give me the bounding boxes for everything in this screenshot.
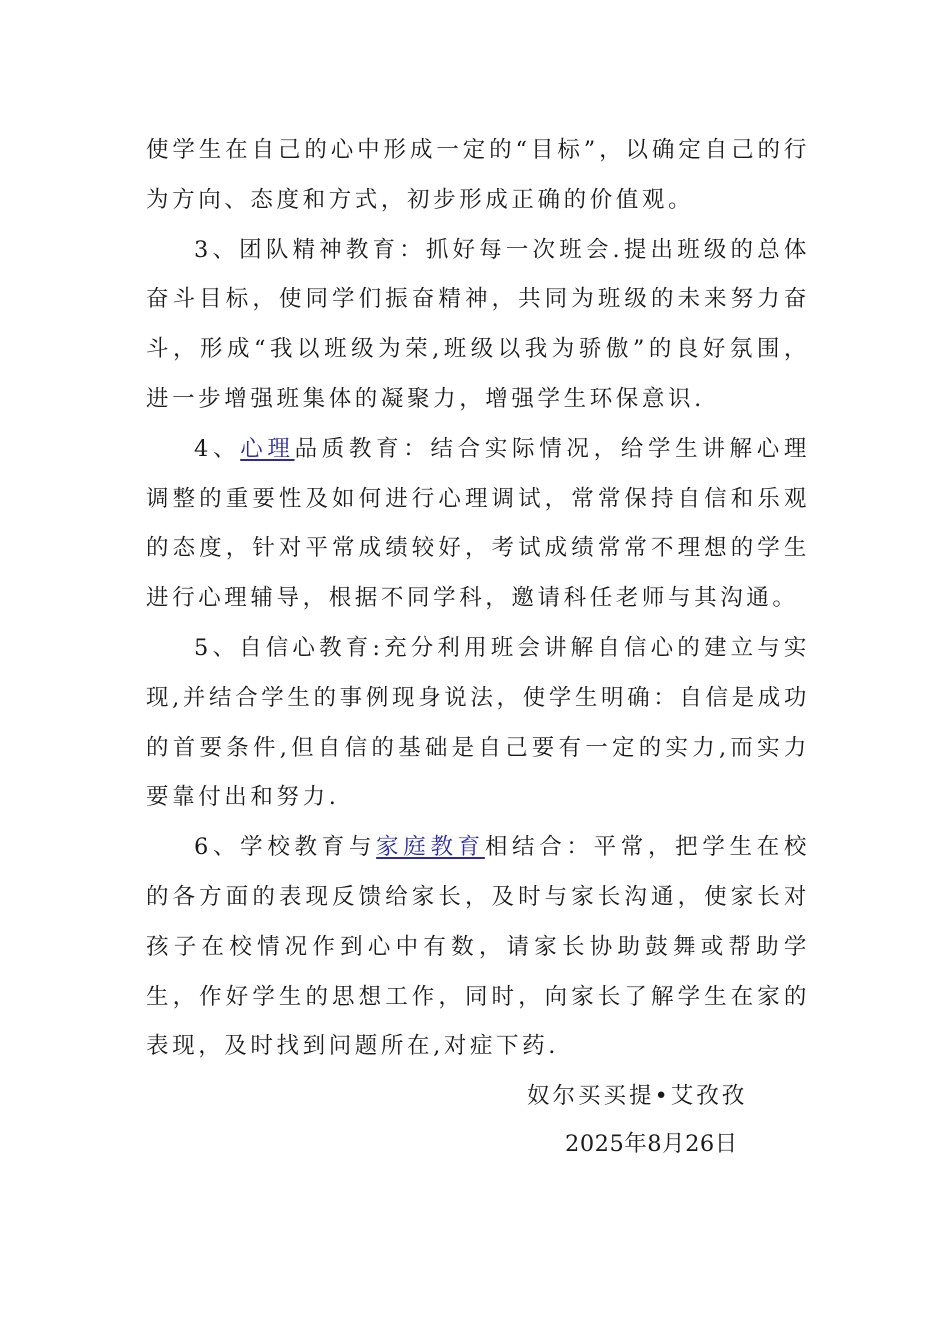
paragraph-text: 5、自信心教育:充分利用班会讲解自信心的建立与实现,并结合学生的事例现身说法，使学生明确：自信是成功的首要条件,但自信的基础是自己要有一定的实力,而实力要靠付出和努力.	[146, 634, 810, 811]
paragraph-text: 相结合：平常，把学生在校的各方面的表现反馈给家长，及时与家长沟通，使家长对孩子在校情况作到心中有数，请家长协助鼓舞或帮助学生，作好学生的思想工作，同时，向家长了解学生在家的表现，及时找到问题所在,对症下药.	[146, 834, 811, 1060]
paragraph-text: 品质教育：结合实际情况，给学生讲解心理调整的重要性及如何进行心理调试，常常保持自信和乐观的态度，针对平常成绩较好，考试成绩常常不理想的学生进行心理辅导，根据不同学科，邀请科任老师与其沟通。	[146, 435, 810, 612]
signature-name: 奴尔买买提•艾孜孜	[527, 1083, 748, 1109]
family-education-link[interactable]: 家庭教育	[376, 834, 485, 861]
paragraph-prefix: 6、学校教育与	[194, 834, 377, 861]
signature-date: 2025年8月26日	[565, 1131, 738, 1157]
paragraph-prefix: 4、	[194, 435, 241, 462]
paragraph-values-continuation	[146, 126, 810, 226]
paragraph-confidence	[146, 624, 810, 823]
paragraph-team-spirit	[146, 226, 810, 425]
document-body	[146, 126, 810, 1072]
paragraph-text: 使学生在自己的心中形成一定的“目标”，以确定自己的行为方向、态度和方式，初步形成正确的价值观。	[146, 137, 810, 213]
paragraph-text: 3、团队精神教育：抓好每一次班会.提出班级的总体奋斗目标，使同学们振奋精神，共同为班级的未来努力奋斗，形成“我以班级为荣,班级以我为骄傲”的良好氛围，进一步增强班集体的凝聚力，增强学生环保意识.	[146, 236, 810, 412]
paragraph-school-family	[146, 823, 810, 1072]
psychology-link[interactable]: 心理	[240, 435, 295, 462]
paragraph-psychology	[146, 425, 810, 624]
